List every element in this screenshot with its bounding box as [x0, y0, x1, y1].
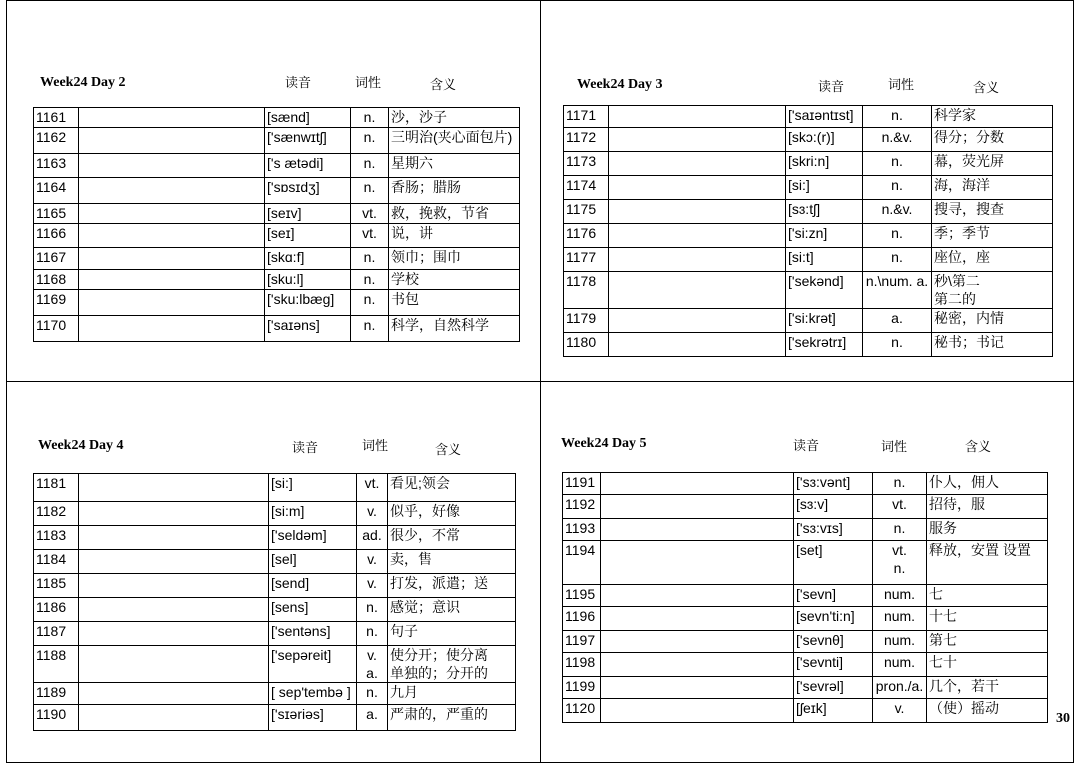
word-number-cell: 1184	[34, 550, 79, 574]
pos-cell: n.	[863, 333, 932, 357]
meaning-cell: 书包	[389, 290, 520, 316]
table-row	[34, 204, 520, 224]
pronunciation-cell: [si:m]	[269, 502, 357, 526]
pos-cell: num.	[873, 585, 927, 607]
word-cell	[609, 152, 786, 176]
word-cell	[79, 316, 265, 342]
word-number-cell: 1182	[34, 502, 79, 526]
table-row	[563, 495, 1048, 519]
pronunciation-cell: ['si:zn]	[786, 224, 863, 248]
pos-cell: vt.	[357, 474, 388, 502]
pos-cell: n.	[351, 178, 389, 204]
word-number-cell: 1178	[564, 272, 609, 309]
table-row	[563, 631, 1048, 653]
word-cell	[79, 574, 269, 598]
meaning-cell: 救，挽救，节省	[389, 204, 520, 224]
word-cell	[79, 683, 269, 705]
word-number-cell: 1180	[564, 333, 609, 357]
pronunciation-cell: ['saɪəntɪst]	[786, 106, 863, 128]
table-row	[564, 272, 1053, 309]
meaning-cell: 看见;领会	[388, 474, 516, 502]
pronunciation-cell: ['sekrətrɪ]	[786, 333, 863, 357]
meaning-cell: 感觉；意识	[388, 598, 516, 622]
word-number-cell: 1172	[564, 128, 609, 152]
pos-cell: n.	[351, 290, 389, 316]
word-cell	[79, 248, 265, 270]
pronunciation-cell: [sku:l]	[265, 270, 351, 290]
pronunciation-cell: [send]	[269, 574, 357, 598]
word-number-cell: 1171	[564, 106, 609, 128]
pos-cell: n.	[357, 683, 388, 705]
table-row	[564, 200, 1053, 224]
pos-cell: n.	[351, 316, 389, 342]
pronunciation-cell: [si:t]	[786, 248, 863, 272]
word-number-cell: 1170	[34, 316, 79, 342]
pronunciation-cell: ['sevnθ]	[794, 631, 873, 653]
word-number-cell: 1166	[34, 224, 79, 248]
pos-cell: v. a.	[357, 646, 388, 683]
word-number-cell: 1164	[34, 178, 79, 204]
table-row	[564, 176, 1053, 200]
table-row	[564, 309, 1053, 333]
pos-cell: num.	[873, 607, 927, 631]
pos-cell: num.	[873, 631, 927, 653]
table-row	[34, 270, 520, 290]
word-number-cell: 1191	[563, 473, 601, 495]
header-pos: 词性	[355, 75, 382, 90]
word-cell	[79, 128, 265, 154]
word-number-cell: 1175	[564, 200, 609, 224]
table-row	[34, 178, 520, 204]
meaning-cell: 科学，自然科学	[389, 316, 520, 342]
pronunciation-cell: [sɜ:v]	[794, 495, 873, 519]
meaning-cell: 服务	[927, 519, 1048, 541]
word-number-cell: 1174	[564, 176, 609, 200]
pos-cell: n.	[863, 152, 932, 176]
meaning-cell: 幕，荧光屏	[932, 152, 1053, 176]
meaning-cell: 三明治(夹心面包片)	[389, 128, 520, 154]
pos-cell: n.	[873, 473, 927, 495]
pronunciation-cell: ['sekənd]	[786, 272, 863, 309]
meaning-cell: 释放，安置 设置	[927, 541, 1048, 585]
pos-cell: n.&v.	[863, 200, 932, 224]
pos-cell: n.	[351, 128, 389, 154]
pronunciation-cell: [seɪv]	[265, 204, 351, 224]
header-meaning: 含义	[435, 442, 462, 457]
word-number-cell: 1186	[34, 598, 79, 622]
word-cell	[79, 108, 265, 128]
header-meaning: 含义	[430, 77, 457, 92]
word-cell	[601, 519, 794, 541]
meaning-cell: 季；季节	[932, 224, 1053, 248]
word-cell	[609, 333, 786, 357]
meaning-cell: 搜寻，搜查	[932, 200, 1053, 224]
table-row	[34, 248, 520, 270]
table-row	[34, 683, 516, 705]
pos-cell: n.	[351, 248, 389, 270]
word-number-cell: 1183	[34, 526, 79, 550]
meaning-cell: 座位，座	[932, 248, 1053, 272]
meaning-cell: 十七	[927, 607, 1048, 631]
word-number-cell: 1199	[563, 677, 601, 699]
word-cell	[601, 631, 794, 653]
day-title: Week24 Day 5	[561, 436, 647, 451]
word-cell	[79, 204, 265, 224]
meaning-cell: 领巾；围巾	[389, 248, 520, 270]
pos-cell: v.	[357, 502, 388, 526]
meaning-cell: 几个，若干	[927, 677, 1048, 699]
meaning-cell: （使）摇动	[927, 699, 1048, 723]
meaning-cell: 打发，派遣；送	[388, 574, 516, 598]
word-number-cell: 1198	[563, 653, 601, 677]
pronunciation-cell: [ sep'tembə ]	[269, 683, 357, 705]
pos-cell: n.	[873, 519, 927, 541]
pos-cell: ad.	[357, 526, 388, 550]
pronunciation-cell: [ʃeɪk]	[794, 699, 873, 723]
vocab-table	[33, 473, 516, 731]
word-cell	[79, 705, 269, 731]
pronunciation-cell: ['sku:lbæg]	[265, 290, 351, 316]
word-cell	[79, 598, 269, 622]
word-number-cell: 1188	[34, 646, 79, 683]
word-cell	[79, 646, 269, 683]
header-meaning: 含义	[965, 439, 992, 454]
table-row	[34, 108, 520, 128]
meaning-cell: 严肃的，严重的	[388, 705, 516, 731]
word-cell	[79, 550, 269, 574]
word-cell	[609, 248, 786, 272]
table-row	[563, 607, 1048, 631]
meaning-cell: 似乎，好像	[388, 502, 516, 526]
header-meaning: 含义	[973, 80, 1000, 95]
header-pos: 词性	[888, 77, 915, 92]
meaning-cell: 秒\第二 第二的	[932, 272, 1053, 309]
pos-cell: n.	[863, 106, 932, 128]
pos-cell: n.	[351, 108, 389, 128]
header-pronunciation: 读音	[292, 440, 319, 455]
word-number-cell: 1189	[34, 683, 79, 705]
pronunciation-cell: ['sɒsɪdʒ]	[265, 178, 351, 204]
table-row	[563, 541, 1048, 585]
meaning-cell: 秘密，内情	[932, 309, 1053, 333]
word-cell	[601, 677, 794, 699]
pos-cell: num.	[873, 653, 927, 677]
word-number-cell: 1197	[563, 631, 601, 653]
pos-cell: a.	[357, 705, 388, 731]
word-cell	[609, 106, 786, 128]
table-row	[563, 473, 1048, 495]
word-cell	[601, 585, 794, 607]
table-row	[563, 585, 1048, 607]
pronunciation-cell: ['s ætədi]	[265, 154, 351, 178]
pronunciation-cell: [sens]	[269, 598, 357, 622]
vocab-table	[563, 105, 1053, 357]
pronunciation-cell: [skɔ:(r)]	[786, 128, 863, 152]
table-row	[563, 677, 1048, 699]
meaning-cell: 香肠；腊肠	[389, 178, 520, 204]
meaning-cell: 仆人，佣人	[927, 473, 1048, 495]
word-number-cell: 1177	[564, 248, 609, 272]
table-row	[34, 474, 516, 502]
meaning-cell: 科学家	[932, 106, 1053, 128]
table-row	[564, 333, 1053, 357]
word-number-cell: 1165	[34, 204, 79, 224]
word-cell	[609, 128, 786, 152]
day-title: Week24 Day 2	[40, 75, 126, 90]
pos-cell: a.	[863, 309, 932, 333]
word-cell	[79, 154, 265, 178]
table-row	[34, 502, 516, 526]
word-cell	[601, 607, 794, 631]
table-row	[34, 128, 520, 154]
table-row	[34, 550, 516, 574]
word-cell	[601, 699, 794, 723]
table-row	[564, 224, 1053, 248]
word-number-cell: 1190	[34, 705, 79, 731]
meaning-cell: 沙，沙子	[389, 108, 520, 128]
word-cell	[79, 178, 265, 204]
meaning-cell: 星期六	[389, 154, 520, 178]
pos-cell: n.	[863, 176, 932, 200]
word-cell	[601, 653, 794, 677]
word-cell	[601, 541, 794, 585]
word-number-cell: 1169	[34, 290, 79, 316]
word-cell	[609, 309, 786, 333]
word-number-cell: 1192	[563, 495, 601, 519]
table-row	[34, 705, 516, 731]
meaning-cell: 秘书；书记	[932, 333, 1053, 357]
pronunciation-cell: [skɑ:f]	[265, 248, 351, 270]
word-cell	[79, 290, 265, 316]
table-row	[564, 128, 1053, 152]
pronunciation-cell: [si:]	[269, 474, 357, 502]
pronunciation-cell: ['sevnti]	[794, 653, 873, 677]
word-number-cell: 1173	[564, 152, 609, 176]
pronunciation-cell: [seɪ]	[265, 224, 351, 248]
table-row	[564, 152, 1053, 176]
pos-cell: n.&v.	[863, 128, 932, 152]
word-cell	[609, 272, 786, 309]
pronunciation-cell: [si:]	[786, 176, 863, 200]
table-row	[34, 646, 516, 683]
pos-cell: vt. n.	[873, 541, 927, 585]
day-title: Week24 Day 3	[577, 77, 663, 92]
page-number: 30	[1056, 711, 1070, 726]
pronunciation-cell: ['saɪəns]	[265, 316, 351, 342]
word-number-cell: 1187	[34, 622, 79, 646]
word-cell	[79, 270, 265, 290]
meaning-cell: 第七	[927, 631, 1048, 653]
pos-cell: n.	[863, 224, 932, 248]
pronunciation-cell: [skri:n]	[786, 152, 863, 176]
pos-cell: n.	[863, 248, 932, 272]
table-row	[34, 224, 520, 248]
word-cell	[601, 495, 794, 519]
meaning-cell: 七十	[927, 653, 1048, 677]
word-number-cell: 1185	[34, 574, 79, 598]
table-row	[563, 653, 1048, 677]
pronunciation-cell: [sevn'ti:n]	[794, 607, 873, 631]
table-row	[34, 154, 520, 178]
header-pronunciation: 读音	[818, 79, 845, 94]
pronunciation-cell: ['si:krət]	[786, 309, 863, 333]
table-row	[564, 248, 1053, 272]
meaning-cell: 七	[927, 585, 1048, 607]
header-pronunciation: 读音	[793, 438, 820, 453]
pos-cell: v.	[357, 574, 388, 598]
pronunciation-cell: ['sɜ:vɪs]	[794, 519, 873, 541]
meaning-cell: 使分开；使分离 单独的；分开的	[388, 646, 516, 683]
pos-cell: vt.	[351, 204, 389, 224]
pronunciation-cell: ['sɜ:vənt]	[794, 473, 873, 495]
meaning-cell: 九月	[388, 683, 516, 705]
pos-cell: n.	[357, 622, 388, 646]
pos-cell: v.	[357, 550, 388, 574]
table-row	[564, 106, 1053, 128]
meaning-cell: 得分；分数	[932, 128, 1053, 152]
pos-cell: n.\num. a.	[863, 272, 932, 309]
pos-cell: n.	[357, 598, 388, 622]
meaning-cell: 海，海洋	[932, 176, 1053, 200]
table-row	[563, 519, 1048, 541]
table-row	[34, 316, 520, 342]
word-number-cell: 1181	[34, 474, 79, 502]
table-row	[34, 526, 516, 550]
meaning-cell: 说，讲	[389, 224, 520, 248]
word-cell	[79, 474, 269, 502]
pronunciation-cell: [sɜ:tʃ]	[786, 200, 863, 224]
header-pos: 词性	[881, 439, 908, 454]
word-cell	[79, 224, 265, 248]
pos-cell: vt.	[873, 495, 927, 519]
header-pos: 词性	[362, 438, 389, 453]
pos-cell: n.	[351, 270, 389, 290]
word-cell	[609, 176, 786, 200]
pos-cell: vt.	[351, 224, 389, 248]
meaning-cell: 学校	[389, 270, 520, 290]
meaning-cell: 招待，服	[927, 495, 1048, 519]
word-number-cell: 1168	[34, 270, 79, 290]
word-number-cell: 1167	[34, 248, 79, 270]
word-cell	[609, 200, 786, 224]
pronunciation-cell: ['sepəreit]	[269, 646, 357, 683]
word-number-cell: 1161	[34, 108, 79, 128]
word-number-cell: 1162	[34, 128, 79, 154]
pronunciation-cell: ['seldəm]	[269, 526, 357, 550]
pronunciation-cell: [sel]	[269, 550, 357, 574]
pos-cell: n.	[351, 154, 389, 178]
word-number-cell: 1120	[563, 699, 601, 723]
header-pronunciation: 读音	[285, 75, 312, 90]
pronunciation-cell: ['sevn]	[794, 585, 873, 607]
table-row	[34, 290, 520, 316]
pronunciation-cell: ['sænwɪtʃ]	[265, 128, 351, 154]
word-cell	[601, 473, 794, 495]
meaning-cell: 很少，不常	[388, 526, 516, 550]
word-cell	[609, 224, 786, 248]
word-number-cell: 1194	[563, 541, 601, 585]
table-row	[34, 598, 516, 622]
meaning-cell: 卖，售	[388, 550, 516, 574]
word-number-cell: 1193	[563, 519, 601, 541]
word-number-cell: 1195	[563, 585, 601, 607]
word-number-cell: 1176	[564, 224, 609, 248]
table-row	[34, 574, 516, 598]
word-cell	[79, 526, 269, 550]
word-number-cell: 1163	[34, 154, 79, 178]
day-title: Week24 Day 4	[38, 438, 124, 453]
vocab-table	[33, 107, 520, 342]
pronunciation-cell: ['sentəns]	[269, 622, 357, 646]
vocab-table	[562, 472, 1048, 723]
table-row	[563, 699, 1048, 723]
word-cell	[79, 622, 269, 646]
pos-cell: pron./a.	[873, 677, 927, 699]
pronunciation-cell: ['sɪəriəs]	[269, 705, 357, 731]
pronunciation-cell: ['sevrəl]	[794, 677, 873, 699]
table-row	[34, 622, 516, 646]
meaning-cell: 句子	[388, 622, 516, 646]
pronunciation-cell: [set]	[794, 541, 873, 585]
word-number-cell: 1196	[563, 607, 601, 631]
word-cell	[79, 502, 269, 526]
pronunciation-cell: [sænd]	[265, 108, 351, 128]
word-number-cell: 1179	[564, 309, 609, 333]
pos-cell: v.	[873, 699, 927, 723]
